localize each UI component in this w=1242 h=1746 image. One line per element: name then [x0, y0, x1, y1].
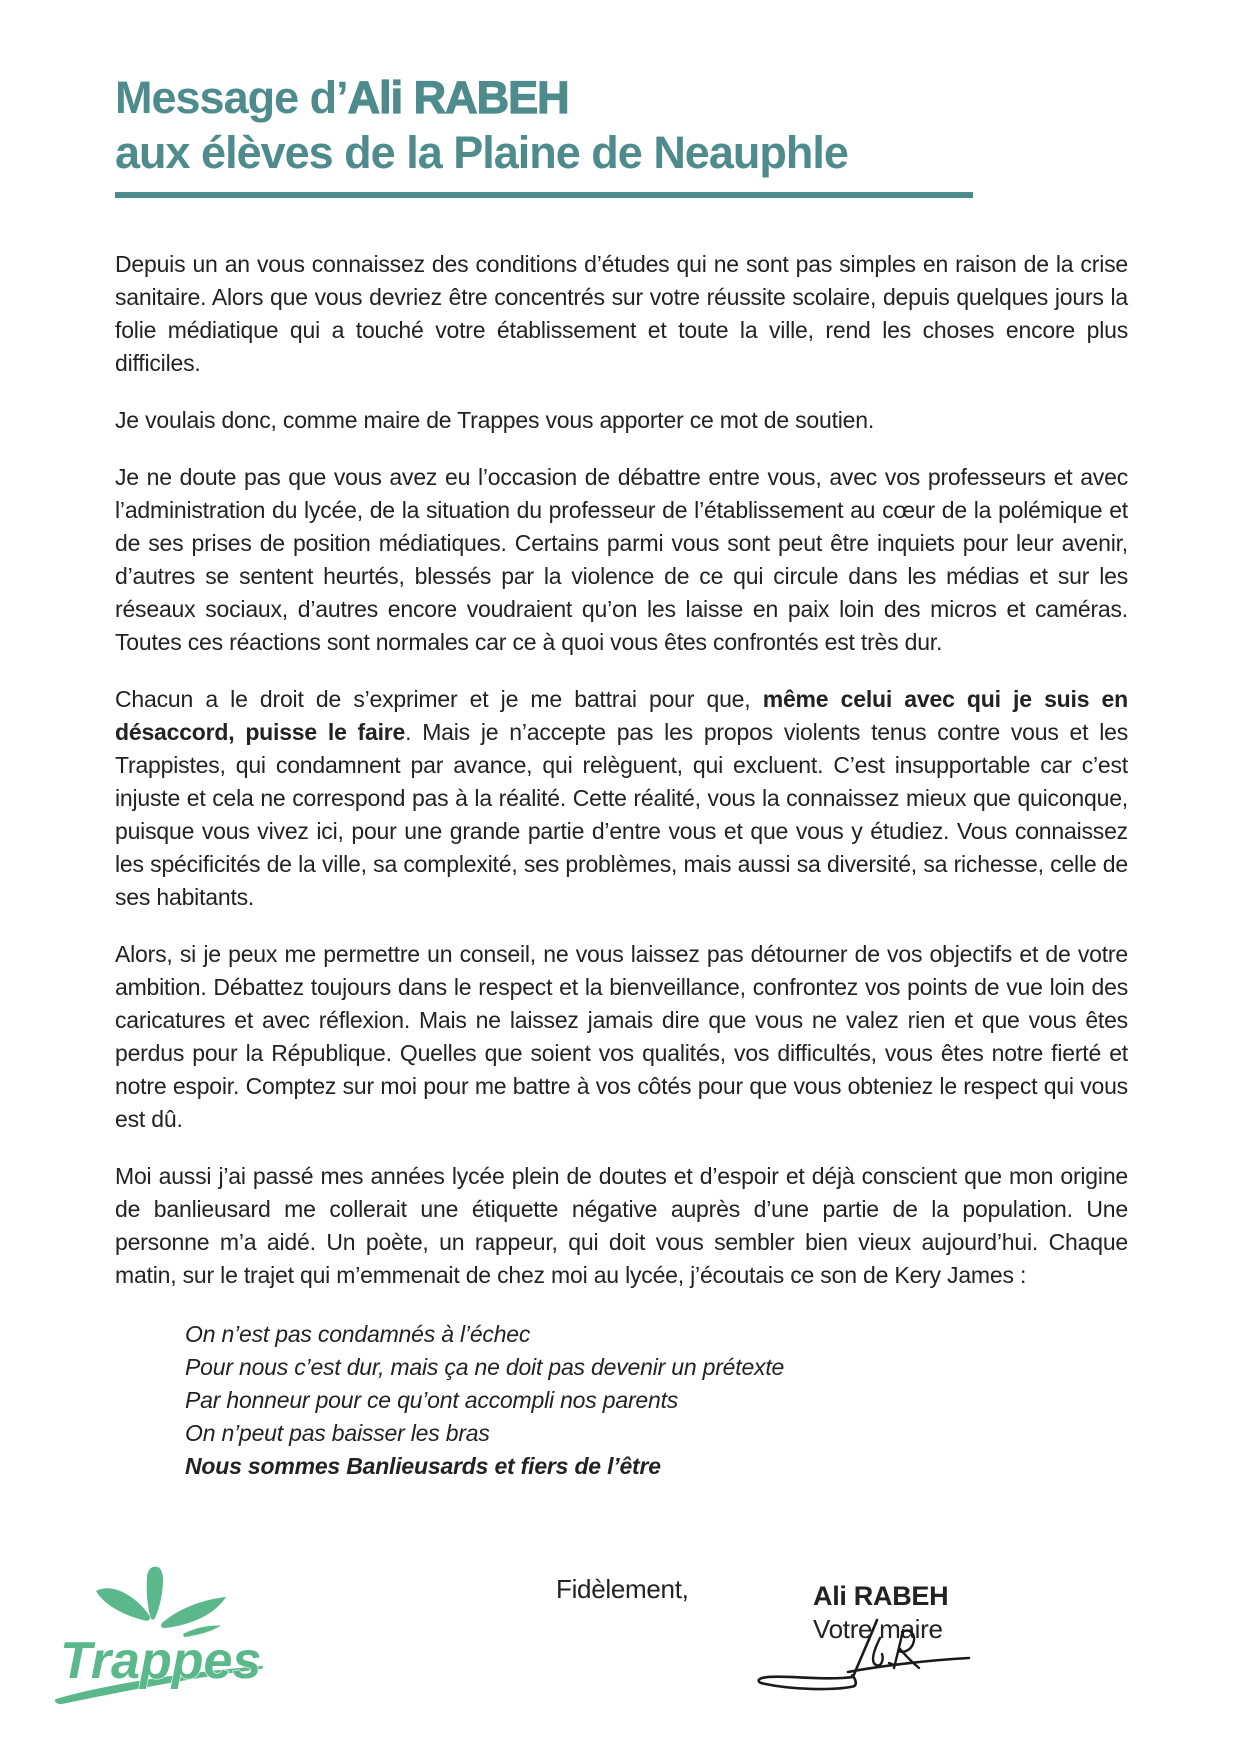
paragraph-4-end: . Mais je n’accepte pas les propos violents tenus contre vous et les Trappistes, qui condamnent par avance, qui relèguent, qui excluent. C’est insupportable car c’est injuste et cela ne correspond pas à la réalité. Cette réalité, vous la connaissez mieux que quiconque, puisque vous vivez ici, pour une grande partie d’entre vous et que vous y étudiez. Vous connaissez les spécificités de la ville, sa complexité, ses problèmes, mais aussi sa diversité, sa richesse, celle de ses habitants.: [115, 719, 1129, 910]
trappes-logo: [52, 1563, 267, 1708]
quote-line: On n’est pas condamnés à l’échec: [185, 1321, 531, 1347]
paragraph-3: Je ne doute pas que vous avez eu l’occasion de débattre entre vous, avec vos professeurs et avec l’administration du lycée, de la situation du professeur de l’établissement au cœur de la polémique et de ses prises de position médiatiques. Certains parmi vous sont peut être inquiets pour leur avenir, d’autres se sentent heurtés, blessés par la violence de ce qui circule dans les médias et sur les réseaux sociaux, d’autres encore voudraient qu’on les laisse en paix loin des micros et caméras. Toutes ces réactions sont normales car ce à quoi vous êtes confrontés est très dur.: [115, 464, 1128, 655]
letter-content: [115, 70, 1128, 1483]
title-underline: [115, 192, 973, 198]
closing-word: Fidèlement,: [556, 1574, 689, 1604]
quote-line-bold: Nous sommes Banlieusards et fiers de l’être: [185, 1453, 661, 1479]
paragraph-4-bold: même celui avec qui je suis en désaccord, puisse le faire: [115, 686, 1128, 745]
signer-name: Ali RABEH: [813, 1581, 949, 1611]
letter-body: [115, 248, 1128, 1292]
paragraph-2: Je voulais donc, comme maire de Trappes vous apporter ce mot de soutien.: [115, 407, 875, 433]
signer-role: Votre maire: [813, 1614, 943, 1644]
title-name: Ali RABEH: [347, 72, 569, 123]
title-line2: aux élèves de la Plaine de Neauphle: [115, 127, 848, 178]
logo-wordmark: Trappes: [60, 1632, 262, 1690]
paragraph-4: [115, 683, 1128, 914]
logo-leaf-right-icon: [161, 1597, 226, 1628]
quote-line: On n’peut pas baisser les bras: [185, 1420, 490, 1446]
song-quote: [185, 1318, 1128, 1483]
handwritten-signature-icon: [753, 1618, 983, 1698]
paragraph-6: Moi aussi j’ai passé mes années lycée plein de doutes et d’espoir et déjà conscient que mon origine de banlieusard me collerait une étiquette négative auprès d’une partie de la population. Une personne m’a aidé. Un poète, un rappeur, qui doit vous sembler bien vieux aujourd’hui. Chaque matin, sur le trajet qui m’emmenait de chez moi au lycée, j’écoutais ce son de Kery James :: [115, 1163, 1128, 1288]
logo-leaf-left-icon: [96, 1588, 150, 1620]
paragraph-5: Alors, si je peux me permettre un conseil, ne vous laissez pas détourner de vos objectifs et de votre ambition. Débattez toujours dans le respect et la bienveillance, confrontez vos points de vue loin des caricatures et avec réflexion. Mais ne laissez jamais dire que vous ne valez rien et que vous êtes perdus pour la République. Quelles que soient vos qualités, vos difficultés, vous êtes notre fierté et notre espoir. Comptez sur moi pour me battre à vos côtés pour que vous obteniez le respect qui vous est dû.: [115, 941, 1128, 1132]
paragraph-1: Depuis un an vous connaissez des conditions d’études qui ne sont pas simples en raison de la crise sanitaire. Alors que vous devriez être concentrés sur votre réussite scolaire, depuis quelques jours la folie médiatique qui a touché votre établissement et toute la ville, rend les choses encore plus difficiles.: [115, 251, 1128, 376]
quote-line: Pour nous c’est dur, mais ça ne doit pas devenir un prétexte: [185, 1354, 785, 1380]
logo-leaf-center-icon: [147, 1567, 163, 1620]
page-title: [115, 70, 1128, 180]
paragraph-4-start: Chacun a le droit de s’exprimer et je me battrai pour que,: [115, 686, 763, 712]
quote-line: Par honneur pour ce qu’ont accompli nos parents: [185, 1387, 679, 1413]
title-prefix: Message d’: [115, 72, 348, 123]
